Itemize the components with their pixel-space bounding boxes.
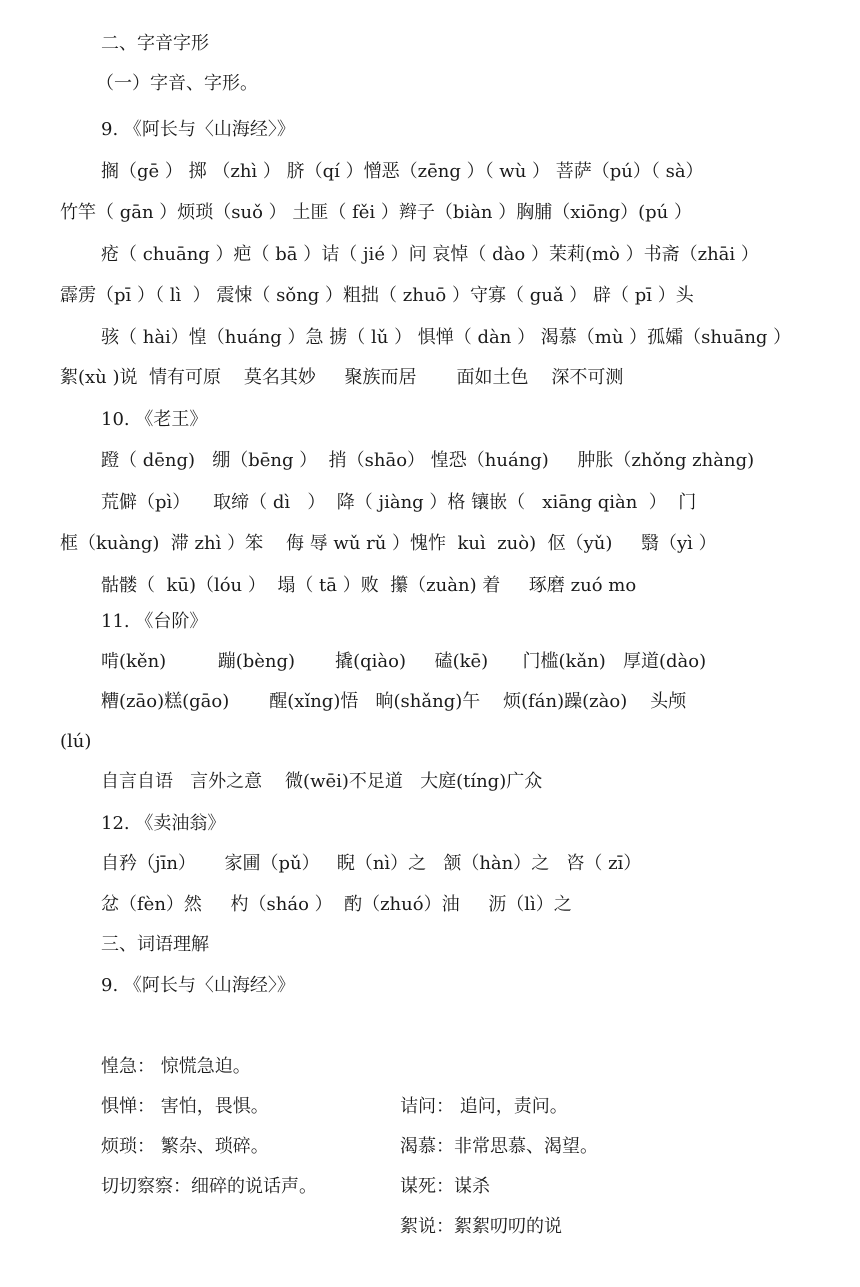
lesson-11-line-4: 自言自语 言外之意 微(wēi)不足道 大庭(tíng)广众 — [101, 771, 543, 792]
lesson-10-line-3: 框（kuàng) 滞 zhì ）笨 侮 辱 wǔ rǔ ）愧怍 kuì zuò) 伛（yǔ) 翳（yì ） — [60, 533, 717, 554]
lesson-title-12: 12. 《卖油翁》 — [101, 813, 226, 834]
lesson-12-line-1: 自矜（jīn） 家圃（pǔ） 睨（nì）之 颔（hàn）之 咨（ zī） — [101, 853, 642, 874]
section-heading-pronunciation: 二、字音字形 — [101, 33, 209, 54]
lesson-9-line-6: 絮(xù )说 情有可原 莫名其妙 聚族而居 面如土色 深不可测 — [60, 367, 624, 388]
lesson-11-line-3: (lú) — [60, 731, 92, 752]
lesson-9-line-4: 霹雳（pī ）（ lì ） 震悚（ sǒng ）粗拙（ zhuō ）守寡（ guǎ ） 辟（ pī ）头 — [60, 285, 694, 306]
term-right: 絮说：絮絮叨叨的说 — [400, 1216, 562, 1237]
term-left: 惶急： 惊慌急迫。 — [101, 1056, 251, 1077]
term-left: 切切察察：细碎的说话声。 — [101, 1176, 317, 1197]
lesson-11-line-2: 糟(zāo)糕(gāo) 醒(xǐng)悟 晌(shǎng)午 烦(fán)躁(zào) 头颅 — [101, 691, 687, 712]
subsection-heading: （一）字音、字形。 — [96, 73, 258, 94]
lesson-10-line-1: 蹬（ dēng) 绷（bēng ） 捎（shāo） 惶恐（huáng) 肿胀（zhǒng zhàng) — [101, 450, 755, 471]
lesson-11-line-1: 啃(kěn) 蹦(bèng) 撬(qiào) 磕(kē) 门槛(kǎn) 厚道(dào) — [101, 651, 707, 672]
term-left: 烦琐： 繁杂、琐碎。 — [101, 1136, 269, 1157]
section-heading-vocabulary: 三、词语理解 — [101, 934, 209, 955]
term-right: 诘问： 追问，责问。 — [400, 1096, 568, 1117]
term-right: 渴慕：非常思慕、渴望。 — [400, 1136, 598, 1157]
lesson-title-9: 9. 《阿长与〈山海经〉》 — [101, 119, 295, 140]
lesson-title-10: 10. 《老王》 — [101, 409, 208, 430]
lesson-title-9-vocabulary: 9. 《阿长与〈山海经〉》 — [101, 975, 295, 996]
lesson-12-line-2: 忿（fèn）然 杓（sháo ） 酌（zhuó）油 沥（lì）之 — [101, 894, 572, 915]
lesson-10-line-2: 荒僻（pì） 取缔（ dì ） 降（ jiàng ）格 镶嵌（ xiāng qiàn ） 门 — [101, 492, 697, 513]
lesson-title-11: 11. 《台阶》 — [101, 611, 208, 632]
lesson-10-line-4: 骷髅（ kū)（lóu ） 塌（ tā ）败 攥（zuàn) 着 琢磨 zuó mo — [101, 575, 637, 596]
lesson-9-line-5: 骇（ hài）惶（huáng ）急 掳（ lǔ ） 惧惮（ dàn ） 渴慕（mù ）孤孀（shuāng ） — [101, 327, 792, 348]
lesson-9-line-2: 竹竿（ gān ）烦琐（suǒ ） 土匪（ fěi ）辫子（biàn ）胸脯（xiōng）(pú ） — [60, 202, 692, 223]
term-right: 谋死：谋杀 — [400, 1176, 490, 1197]
lesson-9-line-1: 搁（gē ） 掷 （zhì ） 脐（qí ）憎恶（zēng ）（ wù ） 菩萨（pú）（ sà） — [101, 161, 704, 182]
lesson-9-line-3: 疮（ chuāng ）疤（ bā ）诘（ jié ）问 哀悼（ dào ）茉莉(mò ）书斋（zhāi ） — [101, 244, 759, 265]
term-left: 惧惮： 害怕，畏惧。 — [101, 1096, 269, 1117]
